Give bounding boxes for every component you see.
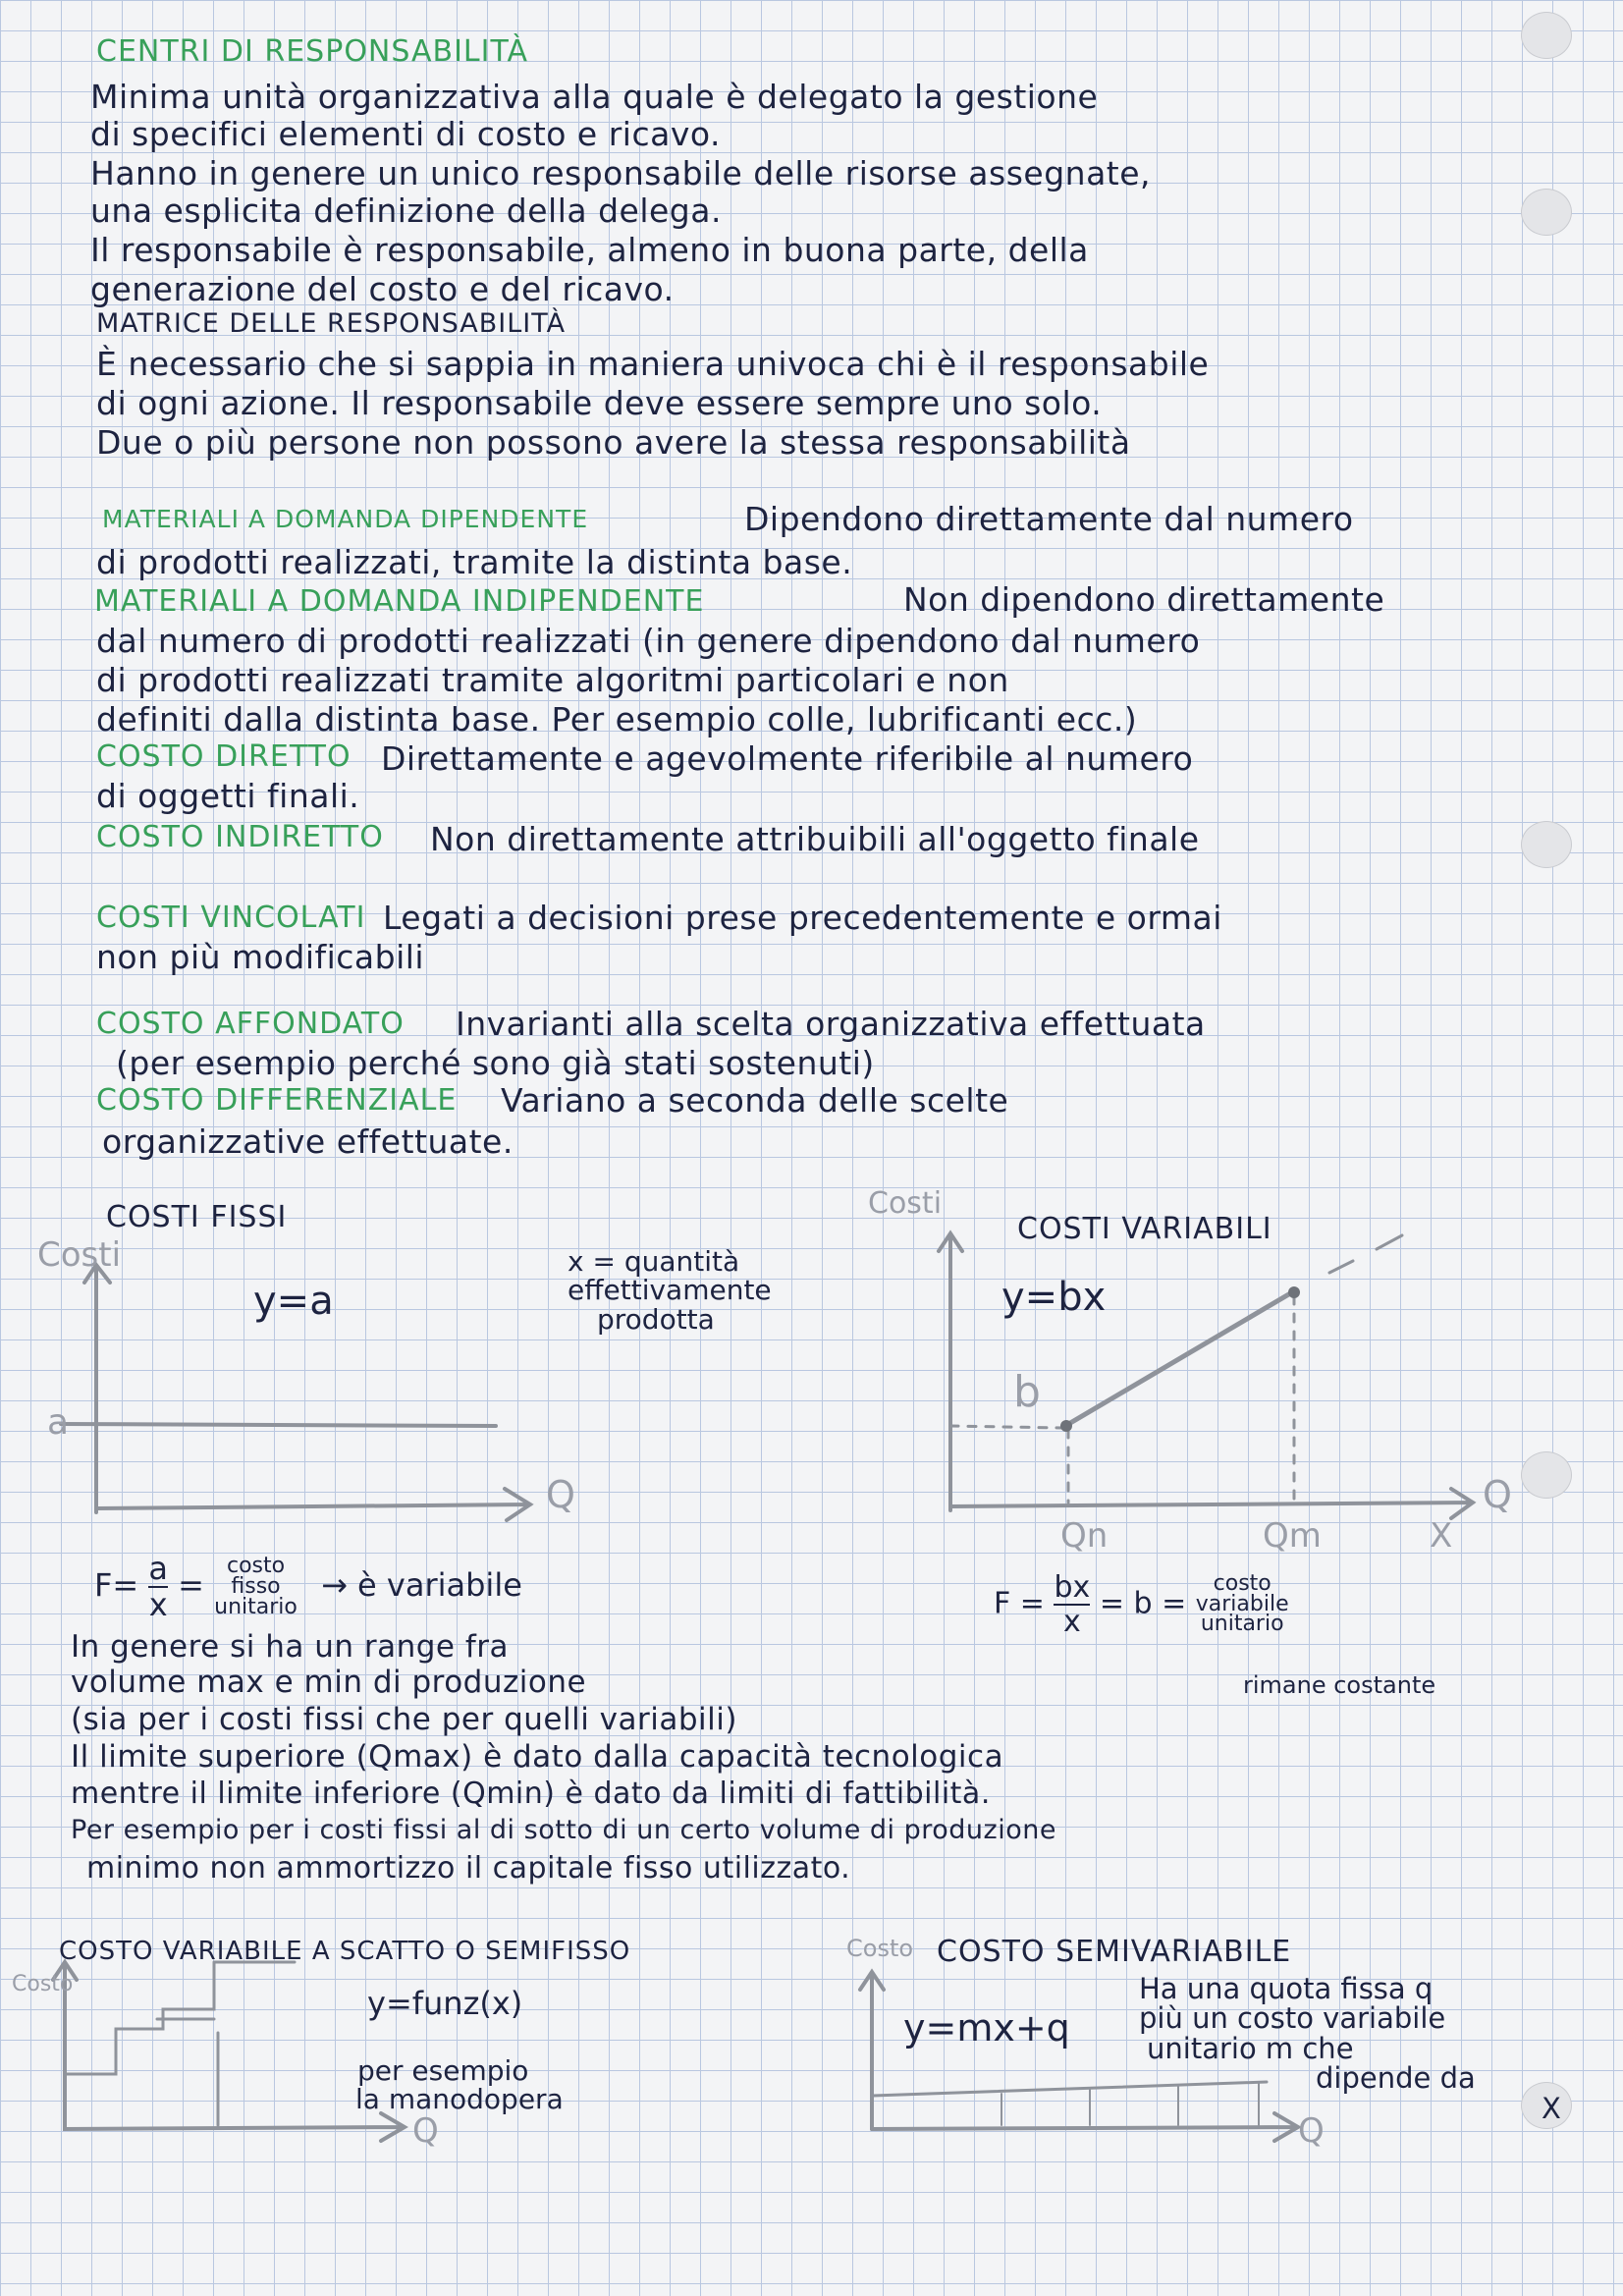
text-line: volume max e min di produzione bbox=[71, 1665, 587, 1700]
step-line bbox=[65, 1999, 214, 2074]
variable-y-axis bbox=[939, 1233, 962, 1510]
step-y-axis-label: Costo bbox=[12, 1972, 74, 1996]
text-line: Due o più persone non possono avere la stessa responsabilità bbox=[96, 423, 1131, 462]
text-line: Non dipendono direttamente bbox=[903, 580, 1385, 619]
text-line: (sia per i costi fissi che per quelli variabili) bbox=[71, 1702, 737, 1737]
text-line: (per esempio perché sono già stati sostenuti) bbox=[116, 1044, 875, 1082]
text-line: di prodotti realizzati, tramite la distinta base. bbox=[96, 543, 853, 581]
semivariable-title: COSTO SEMIVARIABILE bbox=[937, 1935, 1292, 1969]
semi-note: Ha una quota fissa q più un costo variabile unitario m che dipende da X bbox=[1139, 1972, 1561, 2125]
qn-label: Qn bbox=[1060, 1516, 1109, 1556]
fixed-cost-line bbox=[61, 1424, 496, 1426]
heading-dependent-demand: MATERIALI A DOMANDA DIPENDENTE bbox=[102, 505, 589, 533]
qm-point bbox=[1288, 1286, 1300, 1298]
heading-differential-cost: COSTO DIFFERENZIALE bbox=[96, 1083, 458, 1118]
heading-responsibility-centers: CENTRI DI RESPONSABILITÀ bbox=[96, 34, 529, 69]
text-line: Direttamente e agevolmente riferibile al numero bbox=[381, 739, 1194, 778]
fixed-x-axis bbox=[96, 1489, 530, 1520]
text-line: minimo non ammortizzo il capitale fisso utilizzato. bbox=[86, 1851, 851, 1886]
text-line: Per esempio per i costi fissi al di sotto di un certo volume di produzione bbox=[71, 1815, 1056, 1845]
fixed-y-axis bbox=[84, 1265, 110, 1512]
heading-sunk-cost: COSTO AFFONDATO bbox=[96, 1007, 405, 1041]
variable-unit-formula: F = $\frac{bx}{x}$ = b = costo variabile unitario bbox=[994, 1570, 1289, 1639]
text-line: mentre il limite inferiore (Qmin) è dato da limiti di fattibilità. bbox=[71, 1777, 991, 1811]
text-line: Il responsabile è responsabile, almeno in buona parte, della bbox=[90, 231, 1089, 269]
text-line: di prodotti realizzati tramite algoritmi particolari e non bbox=[96, 661, 1009, 699]
step-q-label: Q bbox=[412, 2111, 439, 2151]
fixed-y-axis-label: Costi bbox=[37, 1235, 122, 1275]
step-cost-title: COSTO VARIABILE A SCATTO O SEMIFISSO bbox=[59, 1937, 631, 1966]
qm-label: Qm bbox=[1263, 1516, 1322, 1556]
variable-y-axis-label: Costi bbox=[868, 1186, 943, 1221]
text-line: di specifici elementi di costo e ricavo. bbox=[90, 115, 721, 153]
text-line: Variano a seconda delle scelte bbox=[501, 1081, 1009, 1120]
step-equation: y=funz(x) bbox=[367, 1985, 523, 2022]
semi-q-label: Q bbox=[1298, 2111, 1325, 2151]
variable-costs-title: COSTI VARIABILI bbox=[1017, 1212, 1272, 1246]
fixed-a-label: a bbox=[47, 1402, 70, 1443]
variable-x-label: X bbox=[1430, 1516, 1453, 1556]
variable-q-label: Q bbox=[1483, 1473, 1512, 1516]
text-line: Non direttamente attribuibili all'oggetto finale bbox=[430, 820, 1200, 858]
heading-indirect-cost: COSTO INDIRETTO bbox=[96, 820, 384, 854]
heading-bound-costs: COSTI VINCOLATI bbox=[96, 901, 366, 935]
fixed-equation: y=a bbox=[253, 1279, 334, 1324]
step-note: per esempio la manodopera bbox=[355, 2054, 564, 2116]
fixed-unit-formula: F= $\frac{a}{x}$ = costo fisso unitario → è variabile bbox=[94, 1550, 522, 1624]
variable-x-axis bbox=[950, 1489, 1473, 1518]
qn-point bbox=[1060, 1420, 1072, 1432]
b-guide bbox=[950, 1426, 1062, 1428]
text-line: Il limite superiore (Qmax) è dato dalla capacità tecnologica bbox=[71, 1739, 1004, 1775]
variable-b-label: b bbox=[1013, 1367, 1041, 1417]
text-line: Hanno in genere un unico responsabile delle risorse assegnate, bbox=[90, 154, 1152, 192]
text-line: dal numero di prodotti realizzati (in genere dipendono dal numero bbox=[96, 622, 1201, 660]
text-line: non più modificabili bbox=[96, 938, 425, 976]
heading-independent-demand: MATERIALI A DOMANDA INDIPENDENTE bbox=[94, 584, 705, 619]
variable-equation: y=bx bbox=[1001, 1275, 1107, 1320]
text-line: organizzative effettuate. bbox=[102, 1122, 514, 1161]
text-line: definiti dalla distinta base. Per esempio colle, lubrificanti ecc.) bbox=[96, 700, 1138, 738]
text-line: generazione del costo e del ricavo. bbox=[90, 270, 675, 308]
text-line: È necessario che si sappia in maniera univoca chi è il responsabile bbox=[96, 345, 1210, 383]
text-line: di oggetti finali. bbox=[96, 777, 360, 815]
fixed-q-label: Q bbox=[546, 1473, 575, 1516]
heading-direct-cost: COSTO DIRETTO bbox=[96, 739, 352, 774]
text-line: Minima unità organizzativa alla quale è delegato la gestione bbox=[90, 78, 1099, 116]
semi-y-axis-label: Costo bbox=[846, 1935, 914, 1962]
step-level-3 bbox=[214, 1962, 295, 2009]
text-line: di ogni azione. Il responsabile deve essere sempre uno solo. bbox=[96, 384, 1103, 422]
text-line: Invarianti alla scelta organizzativa effettuata bbox=[456, 1005, 1206, 1043]
fixed-costs-title: COSTI FISSI bbox=[106, 1200, 288, 1234]
variable-constant-note: rimane costante bbox=[1243, 1671, 1436, 1699]
semi-equation: y=mx+q bbox=[903, 2006, 1070, 2050]
x-note: x = quantità effettivamente prodotta bbox=[568, 1245, 772, 1336]
variable-cost-extension bbox=[1329, 1235, 1402, 1273]
heading-responsibility-matrix: MATRICE DELLE RESPONSABILITÀ bbox=[96, 308, 567, 339]
text-line: Legati a decisioni prese precedentemente e ormai bbox=[383, 899, 1222, 937]
semi-y-axis bbox=[860, 1972, 884, 2129]
text-line: Dipendono direttamente dal numero bbox=[744, 500, 1354, 538]
text-line: In genere si ha un range fra bbox=[71, 1629, 510, 1665]
text-line: una esplicita definizione della delega. bbox=[90, 191, 722, 230]
